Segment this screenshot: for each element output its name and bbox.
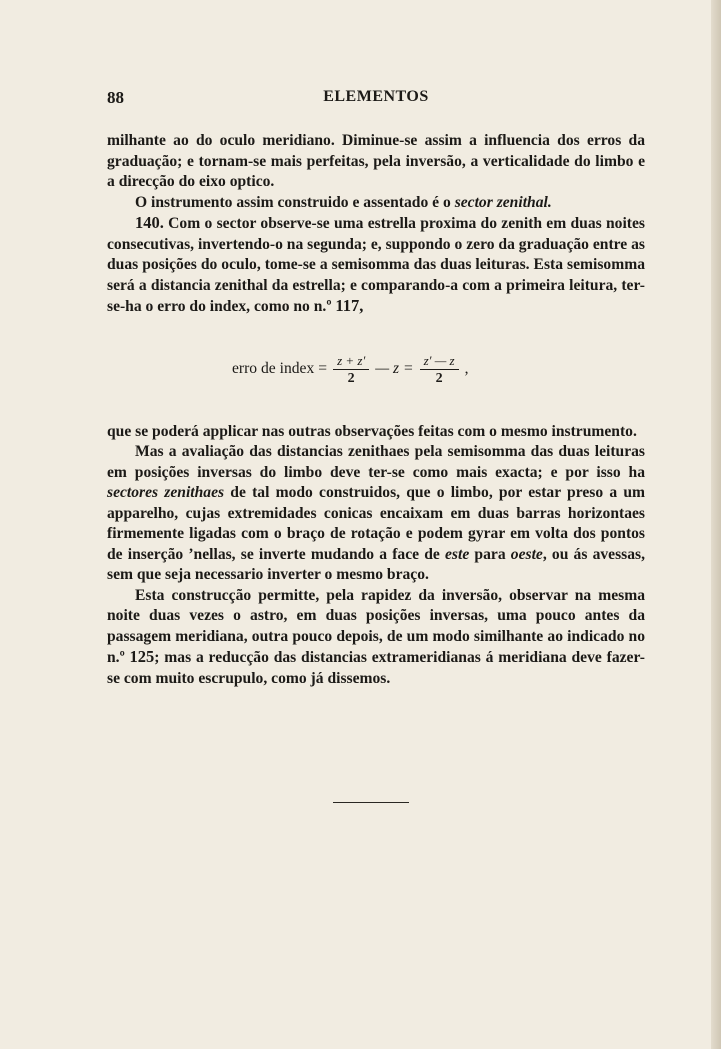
equation	[230, 348, 471, 392]
page-header	[107, 88, 645, 112]
body-text	[107, 131, 645, 689]
paragraph-5-text-1: Mas a avaliação das distancias zenithaes pela semisomma das duas leituras em posições inversas do limbo deve ter-se como mais exacta; e por isso ha	[107, 443, 645, 481]
page-number: 88	[107, 88, 124, 107]
page-edge	[711, 0, 721, 1049]
paragraph-5-text-4: , ou ás avessas, sem que seja necessario inverter o mesmo braço.	[107, 545, 645, 583]
equation-block	[107, 318, 645, 422]
fraction-1-denominator: 2	[347, 371, 355, 386]
paragraph-6-text-1: Esta construcção permitte, pela rapidez da inversão, observar na mesma noite duas vezes o astro, em duas posições inversas, uma pouco antes da passagem meridiana, outra pouco depois, de um modo similhante ao indicado no n.º	[107, 586, 645, 666]
paragraph-2	[107, 193, 645, 214]
equation-label: erro de index	[232, 360, 315, 378]
section-number: 140.	[135, 213, 164, 232]
term-oeste: oeste	[510, 545, 543, 563]
fraction-2-numerator: z′ — z	[423, 353, 455, 368]
term-este: este	[445, 545, 470, 563]
paragraph-5-text-2: de tal modo construidos, que o limbo, por estar preso a um apparelho, cujas extremidades conicas encaixam em duas barras horizontaes firmemente ligadas com o braço de rotação e podem gyrar em volta dos pontos de inserção ’nellas, se inverte mudando a face de	[107, 484, 645, 563]
equals-sign: =	[318, 360, 328, 378]
fraction-2-denominator: 2	[435, 371, 443, 386]
fraction-1	[333, 352, 369, 387]
paragraph-4: que se poderá applicar nas outras observações feitas com o mesmo instrumento.	[107, 422, 637, 440]
section-140-text: Com o sector observe-se uma estrella proxima do zenith em duas noites consecutivas, invertendo-o na segunda; e, suppondo o zero da graduação entre as duas posições do oculo, tome-se a semisomma das duas leituras. Esta semisomma será a distancia zenithal da estrella; e comparando-a com a primeira leitura, ter-se-ha o erro do index, como no n.º	[107, 215, 645, 315]
equation-end: ,	[464, 360, 469, 378]
paragraph-1: milhante ao do oculo meridiano. Diminue-se assim a influencia dos erros da graduação; e tornam-se mais perfeitas, pela inversão, a verticalidade do limbo e a direcção do eixo optico.	[107, 132, 645, 190]
reference-117: 117,	[335, 296, 364, 315]
term-sectores-zenithaes: sectores zenithaes	[107, 484, 225, 501]
running-head: ELEMENTOS	[323, 88, 429, 105]
minus-z-equals: — z =	[375, 360, 414, 378]
paragraph-2-text: O instrumento assim construido e assentado é o	[135, 193, 455, 211]
paragraph-5-text-3: para	[469, 545, 511, 563]
paragraph-5	[107, 442, 645, 586]
term-sector-zenithal: sector zenithal.	[454, 193, 552, 211]
paragraph-6	[107, 586, 645, 690]
paragraph-6-text-2: ; mas a reducção das distancias extrameridianas á meridiana deve fazer-se com muito escrupulo, como já dissemos.	[107, 649, 645, 687]
section-140	[107, 213, 645, 318]
fraction-1-numerator: z + z′	[337, 353, 366, 368]
reference-125: 125	[129, 647, 155, 666]
fraction-2	[420, 352, 459, 387]
end-rule	[333, 802, 409, 803]
